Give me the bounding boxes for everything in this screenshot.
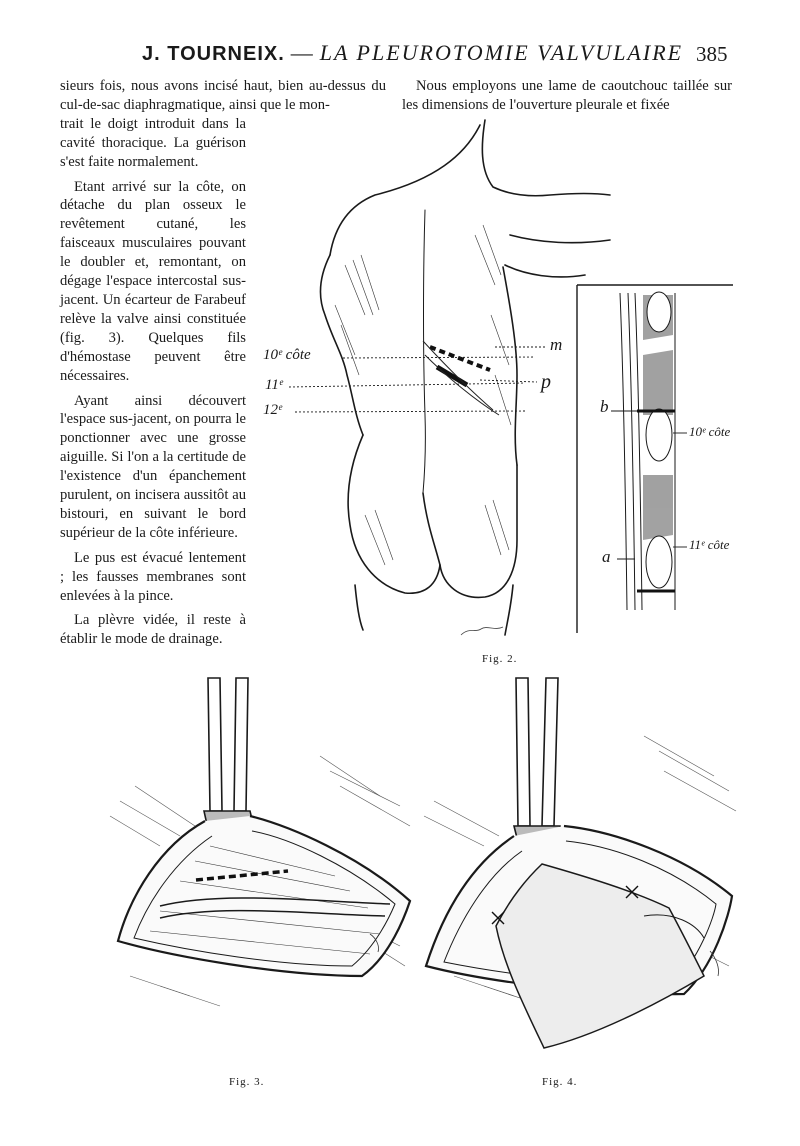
paragraph-5: La plèvre vidée, il reste à établir le mode de drainage. <box>60 612 246 648</box>
inset-label-10-cote: 10ᵉ côte <box>689 424 731 439</box>
figure-4-illustration <box>414 676 744 1056</box>
label-12: 12ᵉ <box>263 402 282 418</box>
page-number: 385 <box>696 42 728 66</box>
label-10-cote: 10ᵉ côte <box>263 347 311 363</box>
label-11: 11ᵉ <box>265 377 283 393</box>
figure-2-illustration <box>255 115 735 645</box>
inset-label-11-cote: 11ᵉ côte <box>689 537 730 552</box>
article-title: LA PLEUROTOMIE VALVULAIRE <box>319 40 684 65</box>
paragraph-1-full: sieurs fois, nous avons incisé haut, bien au-dessus du cul-de-sac diaphragmatique, ainsi que le mon- <box>60 78 386 113</box>
figure-4-caption: Fig. 4. <box>542 1076 578 1088</box>
left-narrow-block <box>60 115 246 649</box>
running-title <box>142 40 683 66</box>
label-m: m <box>550 335 563 354</box>
figure-4 <box>414 676 744 1056</box>
paragraph-4: Le pus est évacué lentement ; les fausses membranes sont enlevées à la pince. <box>60 549 246 604</box>
paragraph-2: Etant arrivé sur la côte, on détache du plan osseux le revêtement cutané, les faisceaux musculaires pouvant le doubler et, remontant, on dégage l'espace intercostal sus-jacent. Un écarteur de Farabeuf relève la valve ainsi constituée (fig. 3). Quelques fils d'hémostase peuvent être nécessaires. <box>60 178 246 384</box>
paragraph-3: Ayant ainsi découvert l'espace sus-jacent, on pourra le ponctionner avec une grosse aiguille. Si l'on a la certitude de l'existence d'un épanchement purulent, on incisera aussitôt au bistouri, en suivant le bord supérieur de la côte inférieure. <box>60 392 246 541</box>
paragraph-1-cont: trait le doigt introduit dans la cavité thoracique. La guérison s'est faite normalement. <box>60 115 246 170</box>
figure-3 <box>100 676 420 1052</box>
figure-2 <box>255 115 735 645</box>
inset-label-b: b <box>600 397 609 416</box>
running-header <box>0 40 800 70</box>
figure-2-caption: Fig. 2. <box>482 653 518 665</box>
right-paragraph-1: Nous employons une lame de caoutchouc taillée sur les dimensions de l'ouverture pleurale et fixée <box>402 78 732 113</box>
author: J. TOURNEIX. <box>142 43 285 65</box>
label-p: p <box>541 371 551 393</box>
figure-3-illustration <box>100 676 420 1052</box>
inset-label-a: a <box>602 547 611 566</box>
title-dash: — <box>290 40 314 65</box>
figure-3-caption: Fig. 3. <box>229 1076 265 1088</box>
right-column <box>402 77 732 115</box>
